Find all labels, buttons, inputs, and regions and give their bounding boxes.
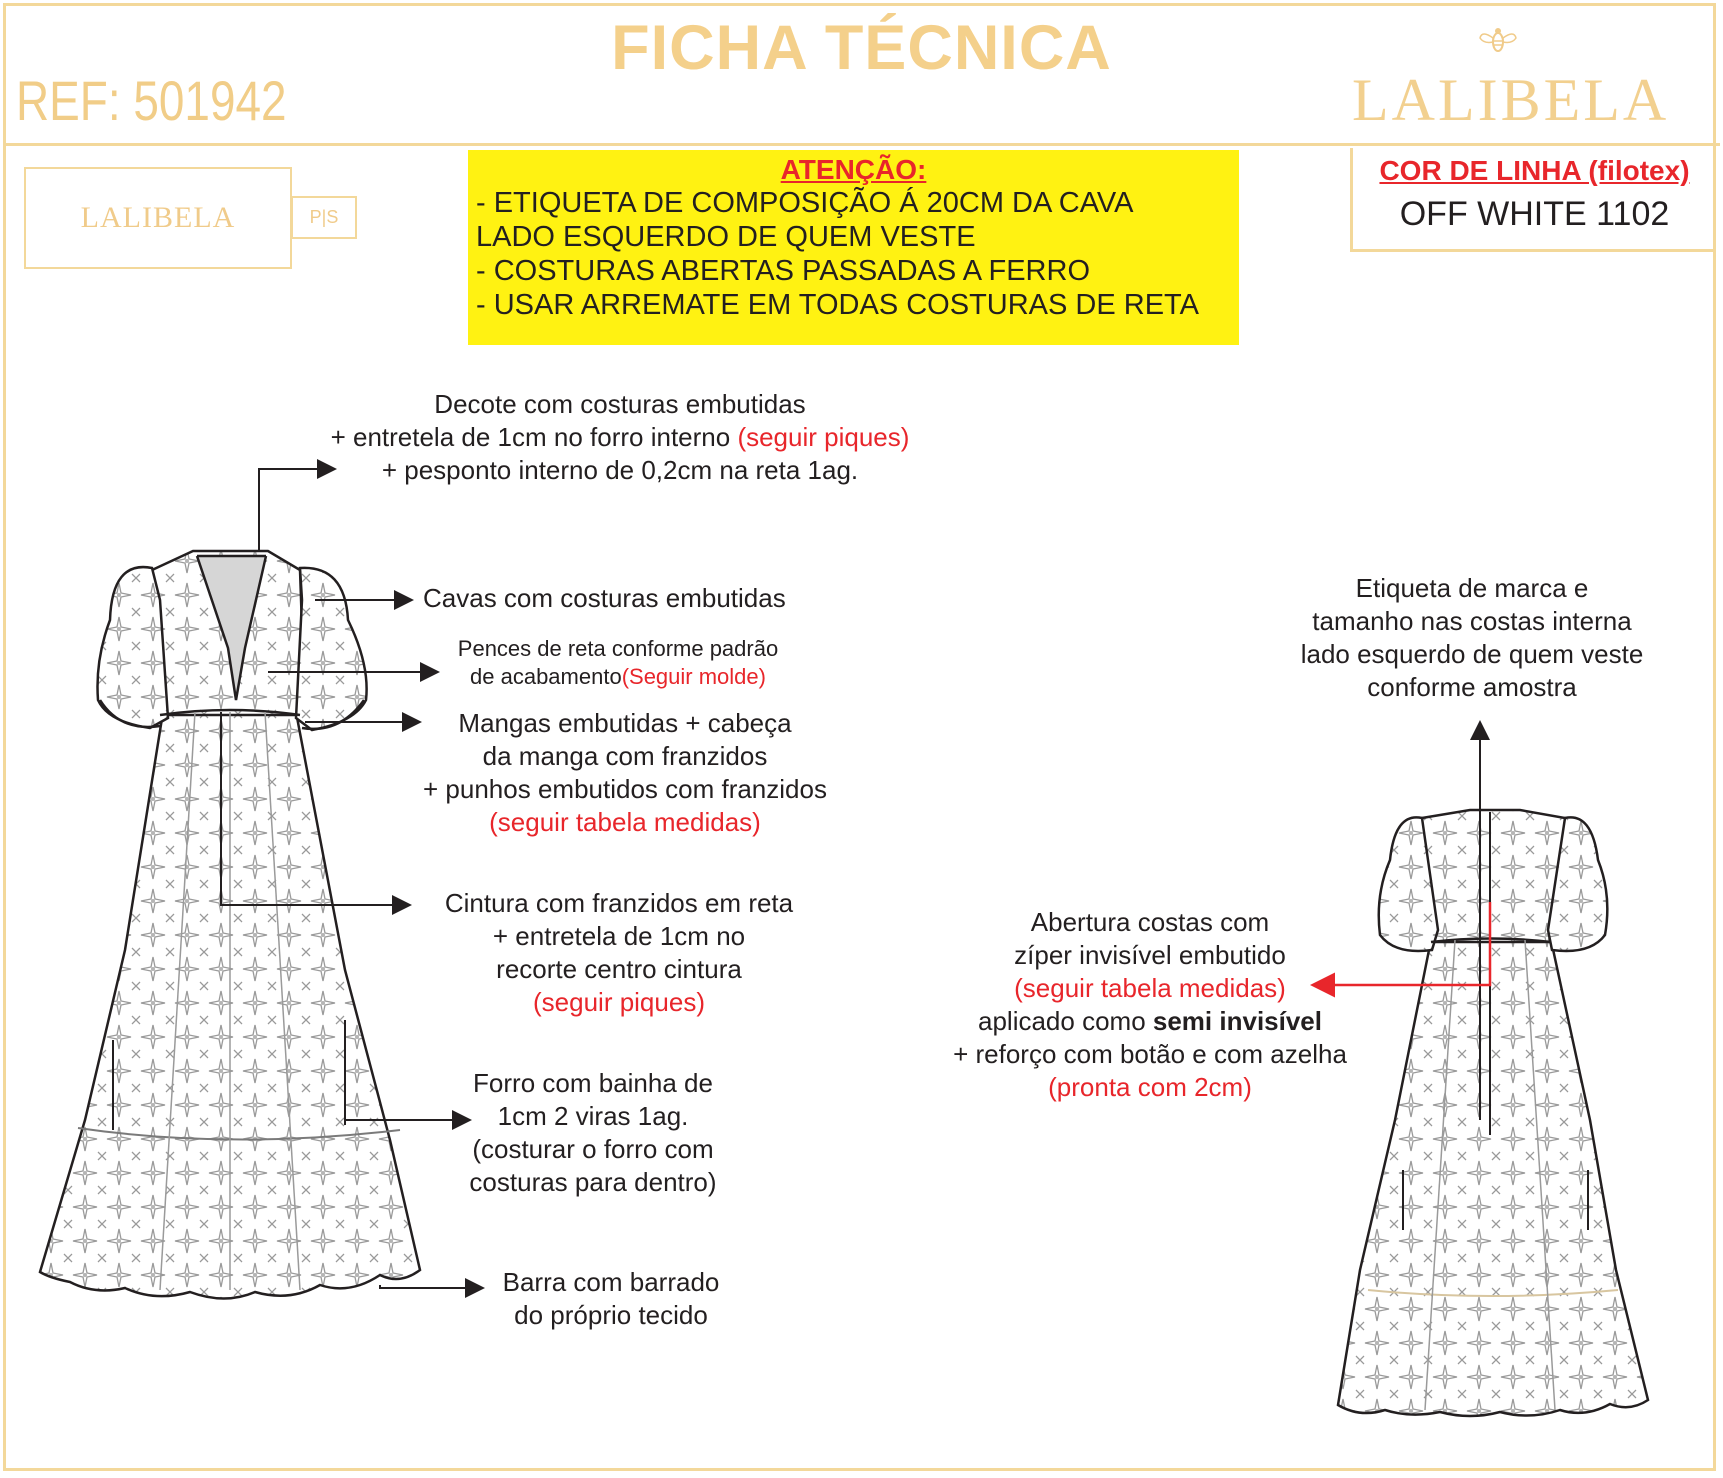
page-title: FICHA TÉCNICA bbox=[611, 13, 1112, 83]
neckline-note: Decote com costuras embutidas + entretela de 1cm no forro interno (seguir piques) + pesponto interno de 0,2cm na reta 1ag. bbox=[330, 389, 910, 485]
zipper-note: Abertura costas com zíper invisível embutido (seguir tabela medidas) aplicado como semi invisível + reforço com botão e com azelha (pronta com 2cm) bbox=[953, 907, 1347, 1102]
size-label: P|S bbox=[291, 196, 357, 239]
brand-logo: LALIBELA bbox=[1352, 67, 1670, 133]
attention-line: - USAR ARREMATE EM TODAS COSTURAS DE RETA bbox=[476, 289, 1199, 321]
attention-line: - ETIQUETA DE COMPOSIÇÃO Á 20CM DA CAVA bbox=[476, 187, 1134, 219]
reference-number: REF: 501942 bbox=[16, 69, 287, 132]
attention-line: LADO ESQUERDO DE QUEM VESTE bbox=[476, 221, 976, 253]
hem-note: Barra com barrado do próprio tecido bbox=[502, 1267, 720, 1330]
sleeves-note: Mangas embutidas + cabeça da manga com franzidos + punhos embutidos com franzidos (seguir tabela medidas) bbox=[423, 708, 827, 837]
attention-title: ATENÇÃO: bbox=[780, 154, 927, 185]
brand-label: LALIBELA bbox=[24, 167, 292, 269]
thread-color-value: OFF WHITE 1102 bbox=[1399, 195, 1670, 233]
front-dress-drawing bbox=[40, 551, 420, 1299]
thread-color-title: COR DE LINHA (filotex) bbox=[1379, 155, 1690, 186]
armhole-note: Cavas com costuras embutidas bbox=[423, 583, 786, 613]
lining-note: Forro com bainha de 1cm 2 viras 1ag. (costurar o forro com costuras para dentro) bbox=[469, 1068, 717, 1197]
brand-label-note: Etiqueta de marca e tamanho nas costas interna lado esquerdo de quem veste conforme amostra bbox=[1300, 573, 1644, 702]
back-dress-drawing bbox=[1338, 810, 1648, 1416]
darts-note: Pences de reta conforme padrão de acabamento(Seguir molde) bbox=[457, 636, 779, 689]
waist-note: Cintura com franzidos em reta + entretela de 1cm no recorte centro cintura (seguir piques) bbox=[444, 888, 794, 1017]
attention-line: - COSTURAS ABERTAS PASSADAS A FERRO bbox=[476, 255, 1090, 287]
